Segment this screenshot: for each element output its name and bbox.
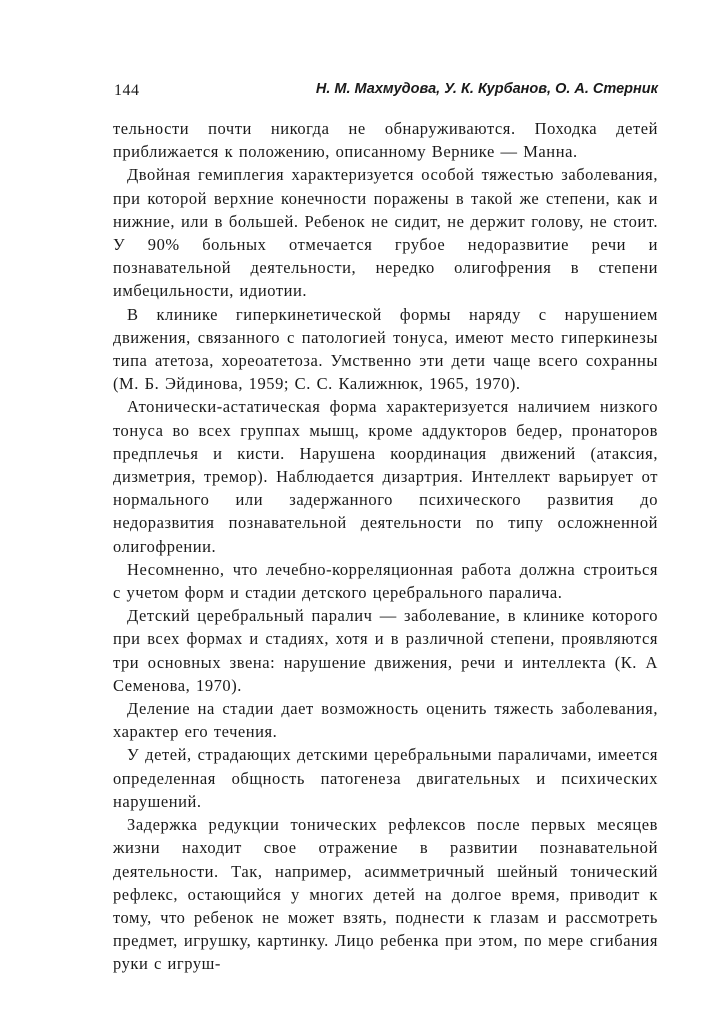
running-head bbox=[0, 78, 722, 102]
paragraph: У детей, страдающих детскими церебральными параличами, имеется определенная общность патогенеза двигательных и психических нарушений. bbox=[113, 745, 658, 811]
paragraph: Несомненно, что лечебно-корреляционная работа должна строиться с учетом форм и стадии детского церебрального паралича. bbox=[113, 559, 658, 603]
paragraph: В клинике гиперкинетической формы наряду с нарушением движения, связанного с патологией тонуса, имеют место гиперкинезы типа атетоза, хореоатетоза. Умственно эти дети чаще всего сохранны (М. Б. Эйдинова, 1959; С. С. Калижнюк, 1965, 1970). bbox=[113, 304, 658, 394]
paragraph: Деление на стадии дает возможность оценить тяжесть заболевания, характер его течения. bbox=[113, 699, 658, 742]
paragraph: Задержка редукции тонических рефлексов после первых месяцев жизни находит свое отражение в развитии познавательной деятельности. Так, например, асимметричный шейный тонический рефлекс, остающийся у многих детей на долгое время, приводит к тому, что ребенок не может взять, поднести к глазам и рассмотреть предмет, игрушку, картинку. Лицо ребенка при этом, по мере сгибания руки с игруш- bbox=[113, 815, 658, 974]
paragraph: Детский церебральный паралич — заболевание, в клинике которого при всех формах и стадиях, хотя и в различной степени, проявляются три основных звена: нарушение движения, речи и интеллекта (К. А Семенова, 1970). bbox=[113, 606, 658, 695]
paragraph: тельности почти никогда не обнаруживаются. Походка детей приближается к положению, описанному Вернике — Манна. bbox=[113, 119, 658, 162]
paragraph: Двойная гемиплегия характеризуется особой тяжестью заболевания, при которой верхние конечности поражены в такой же степени, как и нижние, или в большей. Ребенок не сидит, не держит голову, не стоит. У 90% больных отмечается грубое недоразвитие речи и познавательной деятельности, нередко олигофрения в степени имбецильности, идиотии. bbox=[113, 165, 658, 301]
header-authors: Н. М. Махмудова, У. К. Курбанов, О. А. Стерник bbox=[315, 81, 658, 97]
body-text bbox=[113, 117, 658, 976]
page-number: 144 bbox=[114, 82, 140, 99]
paragraph: Атонически-астатическая форма характеризуется наличием низкого тонуса во всех группах мышц, кроме аддукторов бедер, пронаторов предплечья и кисти. Нарушена координация движений (атаксия, дизметрия, тремор). Наблюдается дизартрия. Интеллект варьирует от нормального или задержанного психического развития до недоразвития познавательной деятельности по типу осложненной олигофрении. bbox=[113, 397, 658, 556]
